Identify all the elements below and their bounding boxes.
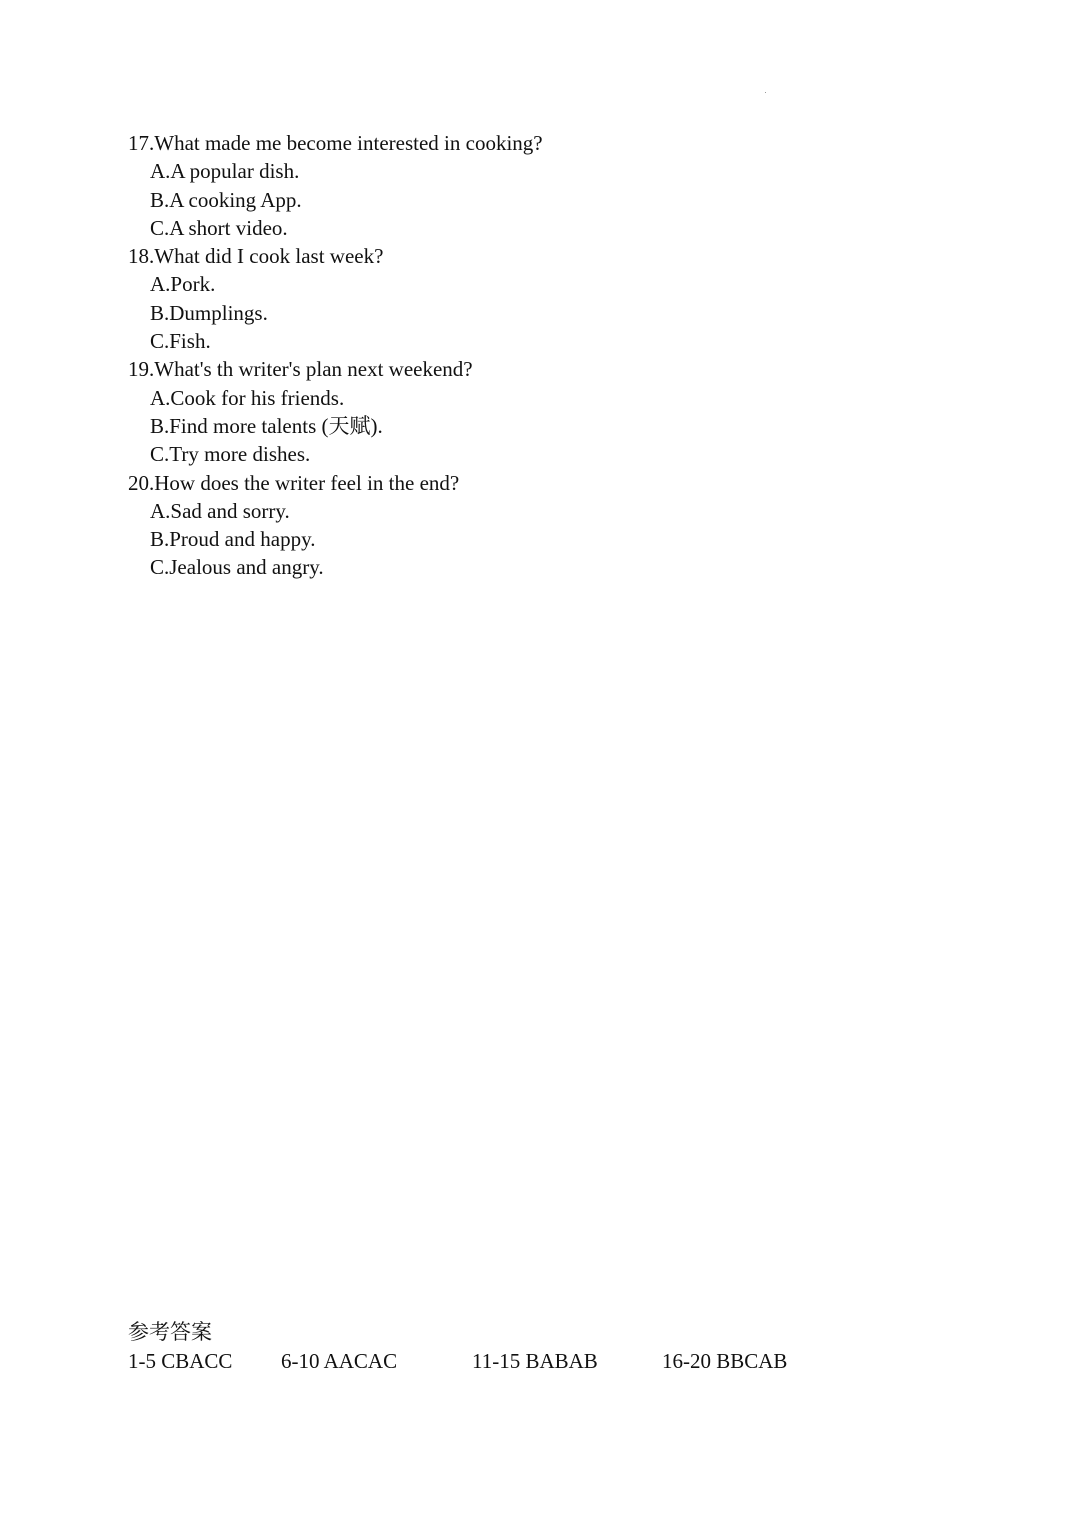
option-b: B.Find more talents (天赋). — [150, 413, 383, 438]
answer-group-6-10: 6-10 AACAC — [281, 1349, 398, 1373]
option-b: B.Dumplings. — [150, 300, 268, 325]
option-c: C.Try more dishes. — [150, 442, 311, 467]
option-a: A.A popular dish. — [150, 159, 300, 184]
answer-group-11-15: 11-15 BABAB — [472, 1349, 598, 1373]
option-a: A.Pork. — [150, 272, 216, 297]
answer-key-title: 参考答案 — [128, 1320, 212, 1344]
answer-group-16-20: 16-20 BBCAB — [662, 1349, 788, 1373]
answer-key-row — [128, 1346, 948, 1376]
option-c: C.A short video. — [150, 215, 288, 240]
answer-group-1-5: 1-5 CBACC — [128, 1349, 233, 1373]
answer-key — [128, 1318, 948, 1376]
question-text: 19.What's th writer's plan next weekend? — [128, 357, 473, 382]
question-18 — [128, 242, 948, 355]
option-c: C.Jealous and angry. — [150, 555, 324, 580]
option-b: B.Proud and happy. — [150, 527, 316, 552]
question-20 — [128, 469, 948, 582]
question-19 — [128, 355, 948, 468]
question-text: 20.How does the writer feel in the end? — [128, 470, 460, 495]
option-b: B.A cooking App. — [150, 187, 302, 212]
option-a: A.Sad and sorry. — [150, 498, 290, 523]
question-list — [128, 129, 948, 582]
page-speck — [765, 92, 766, 93]
question-17 — [128, 129, 948, 242]
option-c: C.Fish. — [150, 329, 211, 354]
option-a: A.Cook for his friends. — [150, 385, 345, 410]
question-text: 17.What made me become interested in cooking? — [128, 131, 543, 155]
question-text: 18.What did I cook last week? — [128, 244, 384, 269]
